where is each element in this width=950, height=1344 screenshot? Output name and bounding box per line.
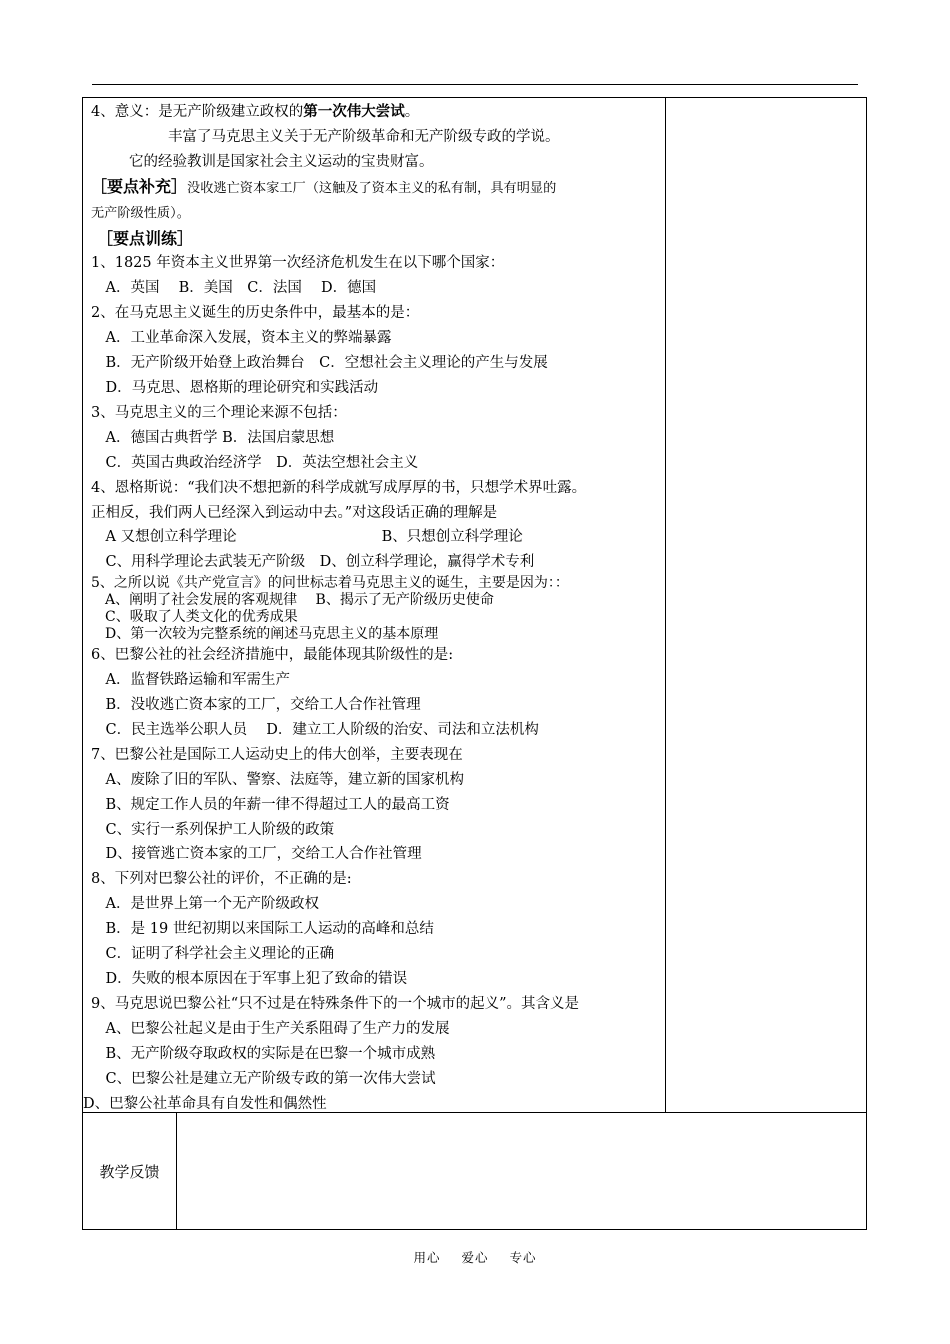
q5-option-c: C、吸取了人类文化的优秀成果	[91, 609, 298, 626]
lesson-content	[83, 100, 663, 1116]
question-line: 3、马克思主义的三个理论来源不包括：	[91, 404, 347, 421]
question-line: A 又想创立科学理论 B、只想创立科学理论	[91, 529, 523, 546]
q5-options-ab: A、阐明了社会发展的客观规律 B、揭示了无产阶级历史使命	[91, 592, 494, 609]
feedback-label: 教学反馈	[99, 1162, 160, 1181]
footer-text: 爱心	[461, 1250, 489, 1265]
lesson-table	[82, 97, 867, 1230]
page-footer	[0, 1248, 950, 1266]
question-line: 9、马克思说巴黎公社“只不过是在特殊条件下的一个城市的起义”。其含义是	[91, 995, 580, 1012]
question-line: A．监督铁路运输和军需生产	[91, 672, 290, 689]
question-line: 4、恩格斯说：“我们决不想把新的科学成就写成厚厚的书，只想学术界吐露。	[91, 479, 587, 496]
question-line: A．德国古典哲学 B．法国启蒙思想	[91, 429, 335, 446]
question-line: B．无产阶级开始登上政治舞台 C．空想社会主义理论的产生与发展	[91, 355, 548, 372]
question-line: D．马克思、恩格斯的理论研究和实践活动	[91, 379, 379, 396]
question-line: D．失败的根本原因在于军事上犯了致命的错误	[91, 971, 408, 987]
question-line: C．英国古典政治经济学 D．英法空想社会主义	[91, 454, 419, 471]
question-line: 6、巴黎公社的社会经济措施中，最能体现其阶级性的是:	[91, 647, 454, 664]
question-line: 1、1825 年资本主义世界第一次经济危机发生在以下哪个国家：	[91, 255, 505, 272]
footer-text: 专心	[509, 1250, 537, 1265]
question-line: D、接管逃亡资本家的工厂，交给工人合作社管理	[91, 846, 422, 863]
question-line: A．工业革命深入发展，资本主义的弊端暴露	[91, 330, 392, 347]
supplement-text-2: 无产阶级性质）。	[91, 205, 190, 221]
question-line: C．民主选举公职人员 D．建立工人阶级的治安、司法和立法机构	[91, 721, 539, 738]
supplement-title: ［要点补充］	[91, 176, 188, 196]
meaning-prefix: 4、意义：是无产阶级建立政权的	[91, 104, 304, 120]
question-line: A．是世界上第一个无产阶级政权	[91, 896, 319, 913]
meaning-line-2: 丰富了马克思主义关于无产阶级革命和无产阶级专政的学说。	[168, 128, 560, 145]
question-line: 7、巴黎公社是国际工人运动史上的伟大创举，主要表现在	[91, 746, 463, 763]
meaning-line-3: 它的经验教训是国家社会主义运动的宝贵财富。	[129, 153, 434, 170]
question-line: C、实行一系列保护工人阶级的政策	[91, 821, 335, 838]
supplement-line-1	[91, 175, 663, 202]
feedback-column-divider	[176, 1112, 177, 1230]
notes-column-divider	[665, 98, 666, 1112]
question-line: A、巴黎公社起义是由于生产关系阻碍了生产力的发展	[91, 1020, 450, 1037]
question-line: B．没收逃亡资本家的工厂，交给工人合作社管理	[91, 697, 421, 714]
question-line: C、用科学理论去武装无产阶级 D、创立科学理论，赢得学术专利	[91, 554, 535, 571]
question-line: D、巴黎公社革命具有自发性和偶然性	[83, 1095, 327, 1112]
question-line: A．英国 B．美国 C．法国 D．德国	[91, 280, 377, 297]
question-line: B．是 19 世纪初期以来国际工人运动的高峰和总结	[91, 921, 434, 938]
header-rule	[92, 84, 858, 85]
supplement-text-1: 没收逃亡资本家工厂（这触及了资本主义的私有制，具有明显的	[187, 180, 557, 196]
question-line: B、无产阶级夺取政权的实际是在巴黎一个城市成熟	[91, 1045, 436, 1062]
question-line: C．证明了科学社会主义理论的正确	[91, 946, 335, 963]
question-line: 2、在马克思主义诞生的历史条件中，最基本的是：	[91, 305, 420, 322]
question-line: A、废除了旧的军队、警察、法庭等，建立新的国家机构	[91, 771, 464, 788]
meaning-line-1	[91, 100, 663, 125]
question-line: C、巴黎公社是建立无产阶级专政的第一次伟大尝试	[91, 1070, 436, 1087]
footer-text: 用心	[413, 1250, 441, 1265]
q5-option-d: D、第一次较为完整系统的阐述马克思主义的基本原理	[91, 626, 439, 643]
meaning-suffix: 。	[404, 104, 420, 120]
meaning-bold: 第一次伟大尝试	[303, 103, 405, 120]
q5-stem: 5、之所以说《共产党宣言》的问世标志着马克思主义的诞生，主要是因为：：	[91, 575, 569, 592]
question-line: 8、下列对巴黎公社的评价，不正确的是:	[91, 871, 352, 888]
question-line: B、规定工作人员的年薪一律不得超过工人的最高工资	[91, 796, 450, 813]
question-line: 正相反，我们两人已经深入到运动中去。”对这段话正确的理解是	[91, 504, 498, 521]
training-title: ［要点训练］	[97, 228, 194, 248]
